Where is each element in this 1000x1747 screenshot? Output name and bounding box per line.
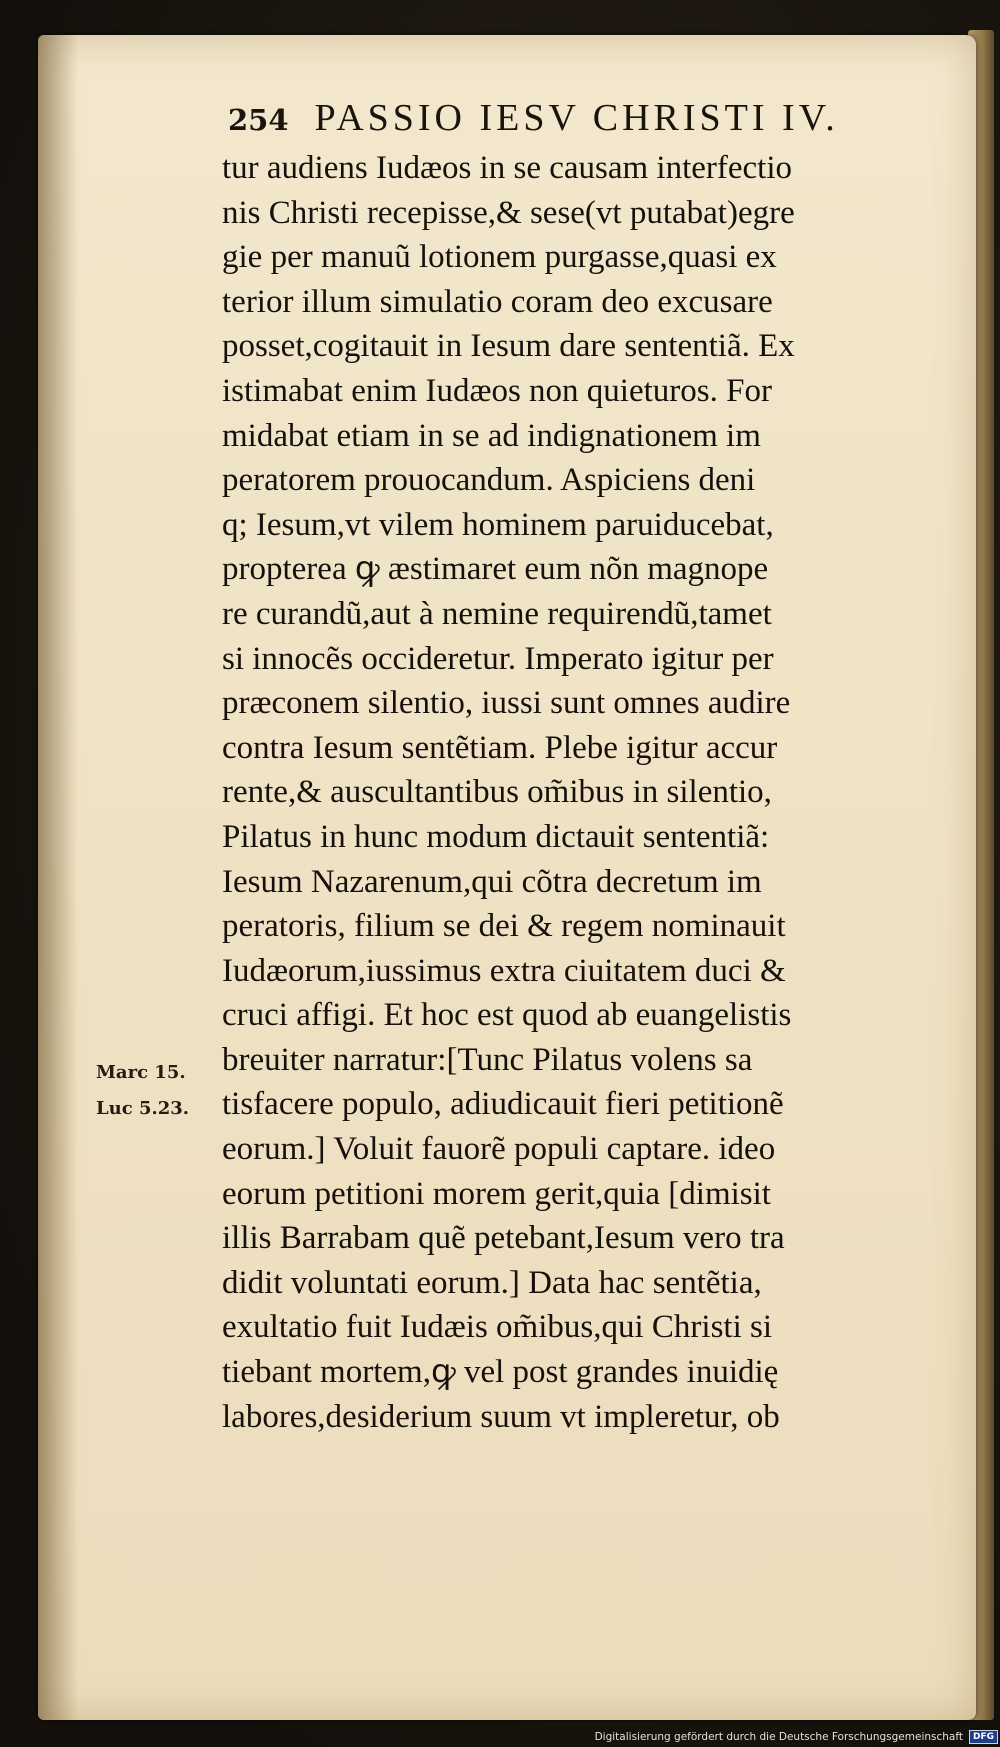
running-title: PASSIO IESV CHRISTI IV.	[314, 97, 839, 139]
dfg-logo-icon: DFG	[969, 1730, 998, 1744]
margin-note-marc: Marc 15.	[96, 1062, 186, 1083]
text-line: posset,cogitauit in Iesum dare sententiã. Ex	[222, 328, 795, 365]
text-line: peratoris, filium se dei & regem nominauit	[222, 908, 786, 945]
page-header	[228, 96, 948, 142]
text-line: didit voluntati eorum.] Data hac sentẽtia,	[222, 1264, 762, 1301]
text-line: Pilatus in hunc modum dictauit sententiã:	[222, 818, 770, 855]
text-line: illis Barrabam quẽ petebant,Iesum vero tra	[222, 1220, 785, 1257]
footer-credit: Digitalisierung gefördert durch die Deutsche Forschungsgemeinschaft	[594, 1731, 963, 1743]
text-line: rente,& auscultantibus om̃ibus in silentio,	[222, 774, 772, 811]
text-line: breuiter narratur:[Tunc Pilatus volens sa	[222, 1041, 753, 1078]
text-line: gie per manuũ lotionem purgasse,quasi ex	[222, 239, 777, 276]
text-line: tiebant mortem,ꝙ vel post grandes inuidię	[222, 1354, 779, 1391]
text-line: labores,desiderium suum vt impleretur, ob	[222, 1398, 780, 1435]
text-line: Iudæorum,iussimus extra ciuitatem duci &	[222, 952, 786, 989]
text-line: contra Iesum sentẽtiam. Plebe igitur accur	[222, 729, 778, 766]
text-line: tisfacere populo, adiudicauit fieri petitionẽ	[222, 1086, 784, 1123]
text-line: nis Christi recepisse,& sese(vt putabat)egre	[222, 194, 795, 231]
margin-note-luc: Luc 5.23.	[96, 1098, 190, 1119]
text-line: Iesum Nazarenum,qui cõtra decretum im	[222, 863, 762, 900]
text-line: eorum petitioni morem gerit,quia [dimisit	[222, 1175, 771, 1212]
page-number: 254	[228, 103, 289, 137]
text-line: cruci affigi. Et hoc est quod ab euangelistis	[222, 997, 792, 1034]
text-line: peratorem prouocandum. Aspiciens deni	[222, 462, 756, 499]
text-line: terior illum simulatio coram deo excusare	[222, 283, 773, 320]
text-line: q; Iesum,vt vilem hominem paruiducebat,	[222, 506, 774, 543]
gutter-shadow	[38, 35, 78, 1720]
digitization-footer	[594, 1729, 998, 1745]
text-line: præconem silentio, iussi sunt omnes audire	[222, 685, 791, 722]
text-line: si innocẽs occideretur. Imperato igitur per	[222, 640, 774, 677]
body-text	[222, 146, 927, 1439]
text-line: re curandũ,aut à nemine requirendũ,tamet	[222, 595, 772, 632]
text-line: propterea ꝙ æstimaret eum nõn magnope	[222, 551, 769, 588]
text-line: eorum.] Voluit fauorẽ populi captare. ideo	[222, 1131, 776, 1168]
text-line: midabat etiam in se ad indignationem im	[222, 417, 761, 454]
text-line: istimabat enim Iudæos non quieturos. For	[222, 372, 772, 409]
text-line: tur audiens Iudæos in se causam interfectio	[222, 150, 793, 186]
text-line: exultatio fuit Iudæis om̃ibus,qui Christi si	[222, 1309, 773, 1346]
